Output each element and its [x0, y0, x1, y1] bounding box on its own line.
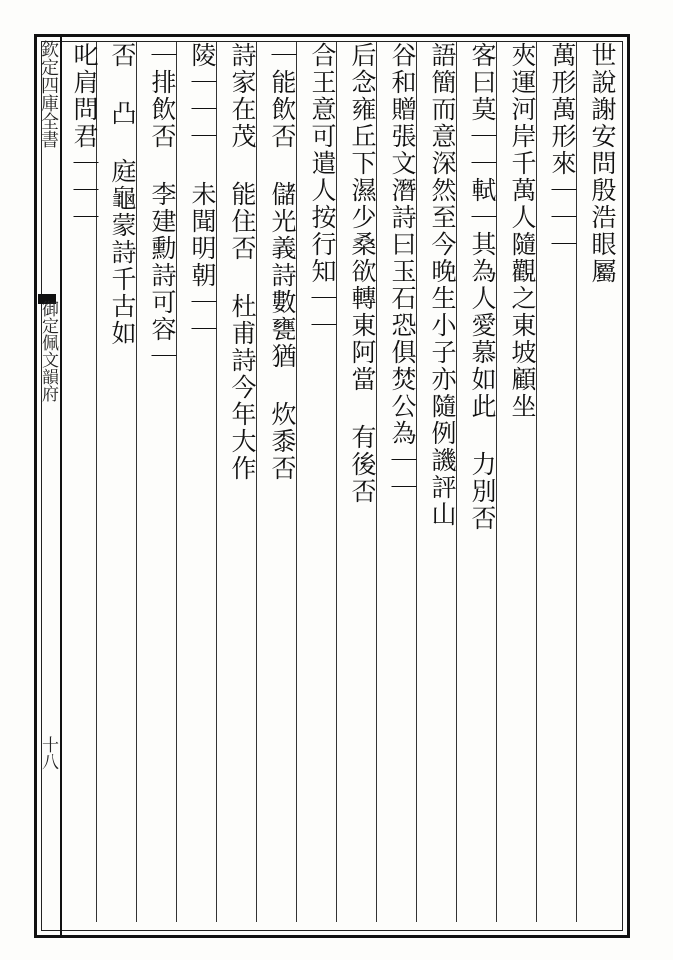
text-column: 語簡而意深然至今晚生小子亦隨例譏評山: [428, 42, 457, 528]
text-column: 叱肩問君｜｜｜: [70, 42, 99, 231]
text-column: 陵｜｜｜ 未聞明朝｜｜: [188, 42, 217, 343]
text-column: 詩家在茂 能住否 杜甫詩今年大作: [228, 42, 257, 482]
text-column: ｜排飲否 李建勳詩可容｜: [148, 42, 177, 370]
book-title: 欽定四庫全書: [38, 40, 59, 148]
text-column: 否 凸 庭龜蒙詩千古如: [108, 42, 137, 347]
text-column: ｜能飲否 儲光義詩數甕猶 炊黍否: [268, 42, 297, 482]
text-column: 合王意可遣人按行知｜｜: [308, 42, 337, 339]
text-column: 萬形萬形來｜｜｜: [548, 42, 577, 258]
text-column: 夾運河岸千萬人隨觀之東坡顧坐: [508, 42, 537, 420]
text-column: 世說謝安問殷浩眼屬: [588, 42, 617, 285]
book-subtitle: 御定佩文韻府: [38, 300, 58, 402]
folio-number: 十八: [38, 736, 58, 770]
text-column: 谷和贈張文潛詩曰玉石恐俱焚公為｜｜: [388, 42, 417, 501]
text-column: 后念雍丘下濕少桑欲轉東阿當 有後否: [348, 42, 377, 505]
text-column: 客曰莫｜｜軾｜其為人愛慕如此 力別否: [468, 42, 497, 532]
